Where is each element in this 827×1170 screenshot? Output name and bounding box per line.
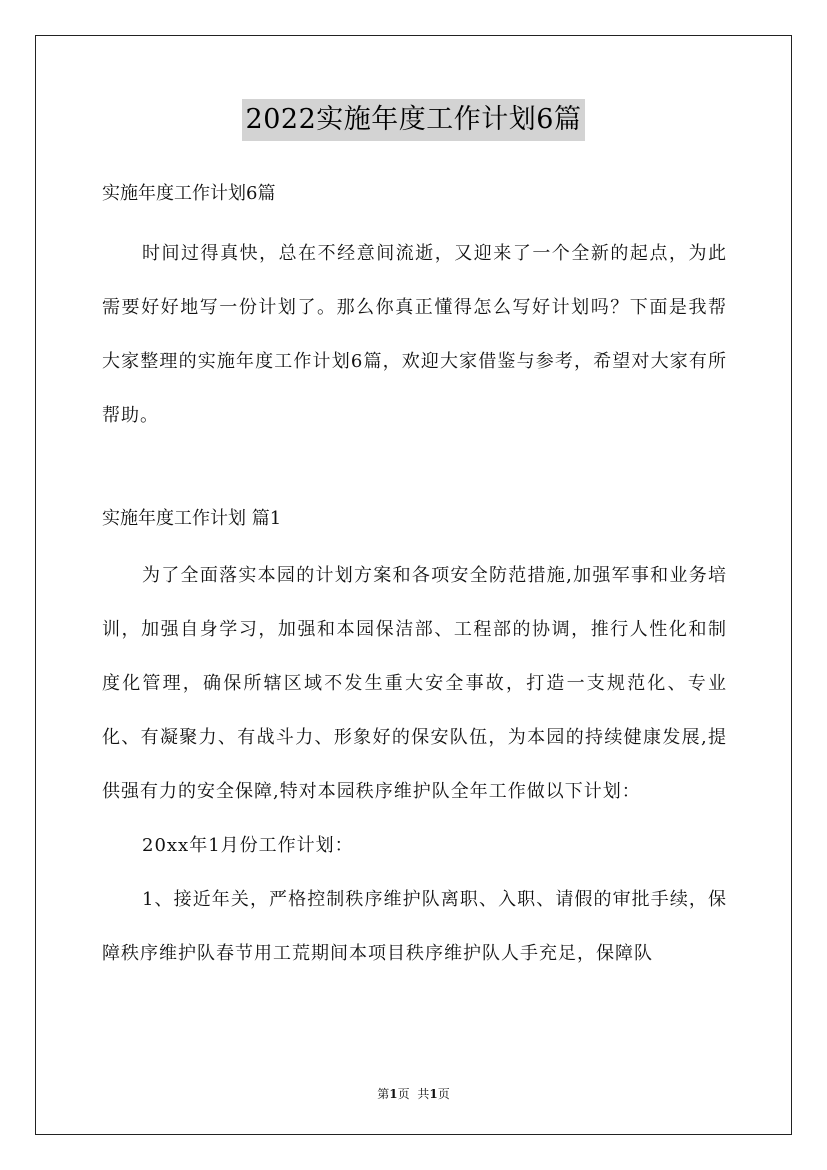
page-number: 1 xyxy=(389,1087,398,1101)
body-paragraph: 1、接近年关，严格控制秩序维护队离职、入职、请假的审批手续，保障秩序维护队春节用工荒期间本项目秩序维护队人手充足，保障队 xyxy=(102,889,727,964)
total-prefix: 共 xyxy=(417,1087,430,1101)
body-paragraph: 为了全面落实本园的计划方案和各项安全防范措施,加强军事和业务培训，加强自身学习，加强和本园保洁部、工程部的协调，推行人性化和制度化管理，确保所辖区域不发生重大安全事故，打造一支规范化、专业化、有凝聚力、有战斗力、形象好的保安队伍，为本园的持续健康发展,提供强有力的安全保障,特对本园秩序维护队全年工作做以下计划： xyxy=(102,565,727,802)
page-suffix: 页 xyxy=(397,1087,410,1101)
total-pages: 1 xyxy=(429,1087,438,1101)
title-container xyxy=(0,99,827,141)
page-footer xyxy=(0,1086,827,1102)
body-paragraph: 20xx年1月份工作计划： xyxy=(142,835,354,856)
page-prefix: 第 xyxy=(377,1087,390,1101)
section-body xyxy=(102,549,727,981)
section-heading: 实施年度工作计划 篇1 xyxy=(102,508,282,529)
document-subtitle: 实施年度工作计划6篇 xyxy=(102,183,276,204)
total-suffix: 页 xyxy=(437,1087,450,1101)
document-title: 2022实施年度工作计划6篇 xyxy=(242,99,586,141)
intro-paragraph: 时间过得真快，总在不经意间流逝，又迎来了一个全新的起点，为此需要好好地写一份计划了。那么你真正懂得怎么写好计划吗？下面是我帮大家整理的实施年度工作计划6篇，欢迎大家借鉴与参考，希望对大家有所帮助。 xyxy=(102,243,727,426)
